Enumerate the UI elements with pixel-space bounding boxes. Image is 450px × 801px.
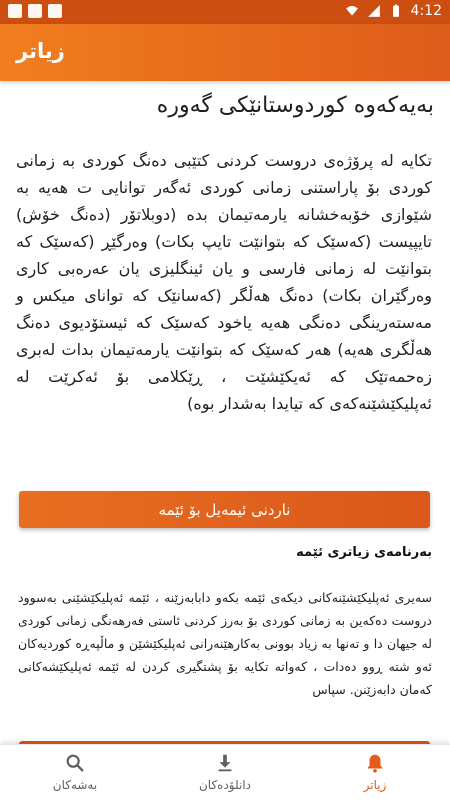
- other-apps-text: سەیری ئەپلیکێشێنەکانی دیکەی ئێمە بکەو دابابەزێنە ، ئێمە ئەپلیکێشێنی بەسوود دروست دەکەین بە زمانی کوردی بۆ بەرز کردنی ئاستی فەرهەنگی زمانی کوردی لە جیهان دا و تەنها بە زیاد بوونی بەکارهێنەرانی ئەپلیکێشێن و ماڵپەڕە کوردیەکان ئەو شتە ڕوو دەدات ، کەواتە تکایە بۆ پشتگیری کردن لە ئێمە ئەپلیکێشەکانی کەمان دابەزێنن. سپاس: [18, 590, 432, 697]
- search-icon: [64, 752, 86, 774]
- notification-icon: [28, 4, 42, 18]
- nav-item-downloads[interactable]: [150, 745, 300, 801]
- battery-icon: [389, 4, 403, 18]
- wifi-icon: [345, 4, 359, 18]
- description-text: تکایە لە پرۆژەی دروست کردنی کتێبی دەنگ کوردی بە زمانی کوردی بۆ پاراستنی زمانی کوردی ئەگەر توانایی ت هەیە بە شێوازی خۆبەخشانە یارمەتیمان بدە (دوبلاتۆر (دەنگ خۆش) تایپیست (کەسێک کە بتوانێت تایپ بکات) وەرگێڕ (کەسێک کە بتوانێت لە زمانی فارسی و یان ئینگلیزی یان عەرەبی کاری وەرگێران بکات) دەنگ هەڵگر (کەسانێک کە توانای میکس و مەستەرینگی دەنگی هەیە یاخود کەسێک کە ئیستۆدیوی دەنگ هەڵگری هەیە) هەر کەسێک کە بتوانێت یارمەتیمان بدات لەبری زەحمەتێک کە ئەیکێشێت ، ڕێکلامی بۆ ئەکرێت لە ئەپلیکێشێنەکەی کە تیایدا بەشدار بوە): [16, 151, 432, 413]
- app-bar-title: زیاتر: [16, 39, 65, 63]
- notification-icon: [8, 4, 22, 18]
- nav-item-label: بەشەکان: [52, 778, 98, 792]
- send-email-button[interactable]: ناردنی ئیمەیل بۆ ئێمە: [19, 491, 430, 528]
- page-heading: بەیەکەوە کوردوستانێکی گەورە: [156, 93, 434, 118]
- status-notifications: [8, 4, 62, 18]
- app-bar: [0, 24, 450, 81]
- nav-item-more[interactable]: [300, 745, 450, 801]
- download-icon: [214, 752, 236, 774]
- status-bar: [0, 0, 450, 24]
- section-subheading: بەرنامەی زیاتری ئێمە: [296, 545, 432, 560]
- nav-item-label: زیاتر: [363, 778, 387, 792]
- nav-item-sections[interactable]: [0, 745, 150, 801]
- notification-icon: [48, 4, 62, 18]
- bottom-navigation: [0, 744, 450, 801]
- main-content[interactable]: [0, 81, 450, 744]
- status-system-icons: [345, 3, 442, 19]
- nav-item-label: دانلۆدەکان: [198, 778, 251, 792]
- signal-icon: [367, 4, 381, 18]
- bell-icon: [364, 752, 386, 774]
- status-time: 4:12: [410, 3, 442, 19]
